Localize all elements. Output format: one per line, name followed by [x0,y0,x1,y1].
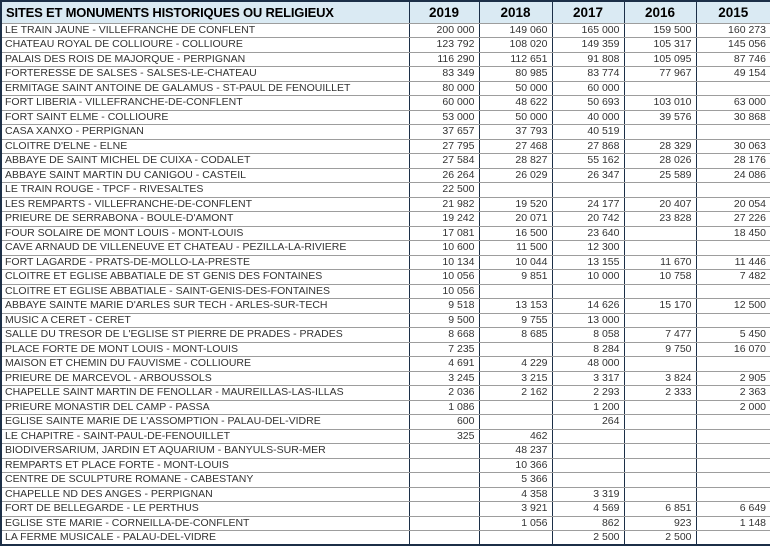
value-cell[interactable]: 21 982 [409,197,479,212]
site-name-cell[interactable]: MAISON ET CHEMIN DU FAUVISME - COLLIOURE [1,357,409,372]
value-cell[interactable]: 1 200 [552,400,624,415]
value-cell[interactable]: 3 921 [479,502,552,517]
value-cell[interactable]: 3 319 [552,487,624,502]
value-cell[interactable]: 48 622 [479,96,552,111]
site-name-cell[interactable]: ABBAYE DE SAINT MICHEL DE CUIXA - CODALET [1,154,409,169]
value-cell[interactable]: 2 500 [552,531,624,546]
value-cell[interactable]: 264 [552,415,624,430]
value-cell[interactable]: 39 576 [624,110,696,125]
value-cell[interactable]: 60 000 [409,96,479,111]
value-cell[interactable]: 4 229 [479,357,552,372]
value-cell[interactable] [409,473,479,488]
value-cell[interactable]: 2 363 [696,386,770,401]
value-cell[interactable]: 11 670 [624,255,696,270]
table-row [1,429,770,444]
site-name-cell[interactable]: FORT SAINT ELME - COLLIOURE [1,110,409,125]
value-cell[interactable]: 28 176 [696,154,770,169]
year-header-2015[interactable]: 2015 [696,1,770,23]
value-cell[interactable]: 149 359 [552,38,624,53]
value-cell[interactable]: 2 293 [552,386,624,401]
year-header-2017[interactable]: 2017 [552,1,624,23]
value-cell[interactable]: 22 500 [409,183,479,198]
value-cell[interactable] [624,458,696,473]
value-cell[interactable]: 3 317 [552,371,624,386]
value-cell[interactable]: 50 693 [552,96,624,111]
table-row [1,67,770,82]
site-name-cell[interactable]: CASA XANXO - PERPIGNAN [1,125,409,140]
value-cell[interactable]: 50 000 [479,81,552,96]
value-cell[interactable]: 2 333 [624,386,696,401]
site-name-cell[interactable]: BIODIVERSARIUM, JARDIN ET AQUARIUM - BANYULS-SUR-MER [1,444,409,459]
table-row [1,110,770,125]
value-cell[interactable] [479,415,552,430]
value-cell[interactable]: 15 170 [624,299,696,314]
value-cell[interactable]: 14 626 [552,299,624,314]
value-cell[interactable]: 862 [552,516,624,531]
value-cell[interactable] [479,400,552,415]
value-cell[interactable]: 12 300 [552,241,624,256]
value-cell[interactable]: 53 000 [409,110,479,125]
value-cell[interactable]: 83 774 [552,67,624,82]
value-cell[interactable] [552,183,624,198]
value-cell[interactable]: 10 000 [552,270,624,285]
value-cell[interactable]: 3 824 [624,371,696,386]
value-cell[interactable] [624,81,696,96]
table-row [1,270,770,285]
value-cell[interactable]: 10 056 [409,284,479,299]
value-cell[interactable]: 923 [624,516,696,531]
value-cell[interactable]: 27 468 [479,139,552,154]
site-name-cell[interactable]: PRIEURE MONASTIR DEL CAMP - PASSA [1,400,409,415]
value-cell[interactable] [696,183,770,198]
site-name-cell[interactable]: FORT DE BELLEGARDE - LE PERTHUS [1,502,409,517]
value-cell[interactable]: 30 063 [696,139,770,154]
value-cell[interactable]: 40 519 [552,125,624,140]
value-cell[interactable]: 8 284 [552,342,624,357]
value-cell[interactable]: 49 154 [696,67,770,82]
value-cell[interactable]: 123 792 [409,38,479,53]
value-cell[interactable]: 40 000 [552,110,624,125]
header-row [1,1,770,23]
value-cell[interactable]: 55 162 [552,154,624,169]
value-cell[interactable]: 160 273 [696,23,770,38]
value-cell[interactable]: 23 640 [552,226,624,241]
value-cell[interactable]: 13 153 [479,299,552,314]
site-name-cell[interactable]: PLACE FORTE DE MONT LOUIS - MONT-LOUIS [1,342,409,357]
site-name-cell[interactable]: CHAPELLE ND DES ANGES - PERPIGNAN [1,487,409,502]
value-cell[interactable]: 2 500 [624,531,696,546]
table-row [1,516,770,531]
value-cell[interactable]: 9 518 [409,299,479,314]
table-row [1,400,770,415]
value-cell[interactable]: 4 358 [479,487,552,502]
value-cell[interactable] [696,458,770,473]
value-cell[interactable]: 9 750 [624,342,696,357]
value-cell[interactable] [552,284,624,299]
table-row [1,458,770,473]
value-cell[interactable] [479,284,552,299]
value-cell[interactable]: 8 668 [409,328,479,343]
site-name-cell[interactable]: ABBAYE SAINT MARTIN DU CANIGOU - CASTEIL [1,168,409,183]
value-cell[interactable]: 6 649 [696,502,770,517]
site-name-cell[interactable]: FORT LIBERIA - VILLEFRANCHE-DE-CONFLENT [1,96,409,111]
site-name-cell[interactable]: LES REMPARTS - VILLEFRANCHE-DE-CONFLENT [1,197,409,212]
site-name-cell[interactable]: FOUR SOLAIRE DE MONT LOUIS - MONT-LOUIS [1,226,409,241]
value-cell[interactable] [409,458,479,473]
value-cell[interactable]: 103 010 [624,96,696,111]
value-cell[interactable] [696,241,770,256]
value-cell[interactable]: 11 500 [479,241,552,256]
site-name-cell[interactable]: LE TRAIN ROUGE - TPCF - RIVESALTES [1,183,409,198]
value-cell[interactable] [552,473,624,488]
value-cell[interactable]: 28 827 [479,154,552,169]
value-cell[interactable] [696,487,770,502]
value-cell[interactable]: 7 477 [624,328,696,343]
value-cell[interactable] [624,125,696,140]
value-cell[interactable]: 159 500 [624,23,696,38]
value-cell[interactable] [624,284,696,299]
table-title: SITES ET MONUMENTS HISTORIQUES OU RELIGIEUX [1,1,409,23]
table-row [1,284,770,299]
value-cell[interactable] [479,342,552,357]
value-cell[interactable]: 13 000 [552,313,624,328]
table-row [1,415,770,430]
value-cell[interactable]: 9 500 [409,313,479,328]
table-row [1,487,770,502]
value-cell[interactable]: 23 828 [624,212,696,227]
value-cell[interactable] [624,415,696,430]
site-name-cell[interactable]: CENTRE DE SCULPTURE ROMANE - CABESTANY [1,473,409,488]
value-cell[interactable] [696,415,770,430]
table-row [1,125,770,140]
table-row [1,168,770,183]
value-cell[interactable]: 4 691 [409,357,479,372]
value-cell[interactable] [409,516,479,531]
site-name-cell[interactable]: MUSIC A CERET - CERET [1,313,409,328]
value-cell[interactable] [479,531,552,546]
value-cell[interactable] [409,487,479,502]
value-cell[interactable]: 24 177 [552,197,624,212]
table-row [1,241,770,256]
value-cell[interactable]: 7 235 [409,342,479,357]
site-name-cell[interactable]: CLOITRE D'ELNE - ELNE [1,139,409,154]
table-row [1,183,770,198]
site-name-cell[interactable]: ERMITAGE SAINT ANTOINE DE GALAMUS - ST-PAUL DE FENOUILLET [1,81,409,96]
value-cell[interactable]: 48 237 [479,444,552,459]
value-cell[interactable] [696,357,770,372]
value-cell[interactable] [696,81,770,96]
value-cell[interactable]: 10 758 [624,270,696,285]
value-cell[interactable] [479,183,552,198]
value-cell[interactable]: 28 329 [624,139,696,154]
value-cell[interactable]: 80 000 [409,81,479,96]
value-cell[interactable]: 83 349 [409,67,479,82]
site-name-cell[interactable]: CLOITRE ET EGLISE ABBATIALE DE ST GENIS DES FONTAINES [1,270,409,285]
value-cell[interactable]: 2 036 [409,386,479,401]
value-cell[interactable]: 8 685 [479,328,552,343]
value-cell[interactable]: 3 245 [409,371,479,386]
value-cell[interactable] [624,183,696,198]
value-cell[interactable] [624,400,696,415]
value-cell[interactable]: 145 056 [696,38,770,53]
value-cell[interactable]: 3 215 [479,371,552,386]
value-cell[interactable]: 325 [409,429,479,444]
value-cell[interactable]: 80 985 [479,67,552,82]
value-cell[interactable]: 1 148 [696,516,770,531]
site-name-cell[interactable]: LE TRAIN JAUNE - VILLEFRANCHE DE CONFLENT [1,23,409,38]
value-cell[interactable] [696,531,770,546]
table-row [1,342,770,357]
value-cell[interactable] [552,429,624,444]
value-cell[interactable]: 105 317 [624,38,696,53]
table-row [1,473,770,488]
value-cell[interactable]: 8 058 [552,328,624,343]
value-cell[interactable]: 27 226 [696,212,770,227]
table-row [1,386,770,401]
value-cell[interactable] [624,429,696,444]
site-name-cell[interactable]: CHATEAU ROYAL DE COLLIOURE - COLLIOURE [1,38,409,53]
value-cell[interactable]: 26 264 [409,168,479,183]
value-cell[interactable]: 112 651 [479,52,552,67]
value-cell[interactable] [624,226,696,241]
table-row [1,313,770,328]
value-cell[interactable] [552,458,624,473]
year-header-2016[interactable]: 2016 [624,1,696,23]
value-cell[interactable]: 165 000 [552,23,624,38]
value-cell[interactable] [409,444,479,459]
value-cell[interactable]: 50 000 [479,110,552,125]
value-cell[interactable]: 60 000 [552,81,624,96]
value-cell[interactable]: 116 290 [409,52,479,67]
value-cell[interactable]: 10 044 [479,255,552,270]
site-name-cell[interactable]: CLOITRE ET EGLISE ABBATIALE - SAINT-GENIS-DES-FONTAINES [1,284,409,299]
value-cell[interactable]: 1 056 [479,516,552,531]
value-cell[interactable] [696,473,770,488]
table-row [1,154,770,169]
value-cell[interactable]: 2 162 [479,386,552,401]
table-row [1,226,770,241]
table-row [1,502,770,517]
table-row [1,23,770,38]
site-name-cell[interactable]: FORTERESSE DE SALSES - SALSES-LE-CHATEAU [1,67,409,82]
table-row [1,139,770,154]
site-name-cell[interactable]: CHAPELLE SAINT MARTIN DE FENOLLAR - MAUREILLAS-LAS-ILLAS [1,386,409,401]
value-cell[interactable] [624,313,696,328]
value-cell[interactable]: 16 500 [479,226,552,241]
site-name-cell[interactable]: PRIEURE DE MARCEVOL - ARBOUSSOLS [1,371,409,386]
site-name-cell[interactable]: FORT LAGARDE - PRATS-DE-MOLLO-LA-PRESTE [1,255,409,270]
table-row [1,38,770,53]
value-cell[interactable]: 149 060 [479,23,552,38]
value-cell[interactable]: 19 520 [479,197,552,212]
year-header-2019[interactable]: 2019 [409,1,479,23]
value-cell[interactable]: 10 366 [479,458,552,473]
value-cell[interactable]: 18 450 [696,226,770,241]
table-row [1,212,770,227]
value-cell[interactable]: 63 000 [696,96,770,111]
value-cell[interactable]: 10 134 [409,255,479,270]
value-cell[interactable]: 48 000 [552,357,624,372]
value-cell[interactable]: 37 657 [409,125,479,140]
value-cell[interactable] [624,473,696,488]
site-name-cell[interactable]: ABBAYE SAINTE MARIE D'ARLES SUR TECH - ARLES-SUR-TECH [1,299,409,314]
value-cell[interactable]: 25 589 [624,168,696,183]
value-cell[interactable]: 20 054 [696,197,770,212]
value-cell[interactable]: 6 851 [624,502,696,517]
value-cell[interactable]: 10 056 [409,270,479,285]
value-cell[interactable]: 26 029 [479,168,552,183]
table-row [1,197,770,212]
value-cell[interactable]: 77 967 [624,67,696,82]
value-cell[interactable] [696,125,770,140]
value-cell[interactable]: 9 851 [479,270,552,285]
value-cell[interactable]: 26 347 [552,168,624,183]
value-cell[interactable]: 17 081 [409,226,479,241]
value-cell[interactable]: 20 071 [479,212,552,227]
value-cell[interactable] [696,444,770,459]
table-row [1,52,770,67]
value-cell[interactable]: 87 746 [696,52,770,67]
table-body [1,23,770,545]
value-cell[interactable]: 20 407 [624,197,696,212]
table-row [1,531,770,546]
table-row [1,328,770,343]
value-cell[interactable] [696,284,770,299]
value-cell[interactable] [696,429,770,444]
table-row [1,255,770,270]
value-cell[interactable]: 20 742 [552,212,624,227]
value-cell[interactable] [624,357,696,372]
site-name-cell[interactable]: SALLE DU TRESOR DE L'EGLISE ST PIERRE DE PRADES - PRADES [1,328,409,343]
value-cell[interactable]: 108 020 [479,38,552,53]
site-name-cell[interactable]: PALAIS DES ROIS DE MAJORQUE - PERPIGNAN [1,52,409,67]
value-cell[interactable]: 7 482 [696,270,770,285]
site-name-cell[interactable]: EGLISE SAINTE MARIE DE L'ASSOMPTION - PALAU-DEL-VIDRE [1,415,409,430]
value-cell[interactable]: 5 366 [479,473,552,488]
value-cell[interactable]: 19 242 [409,212,479,227]
table-row [1,371,770,386]
value-cell[interactable]: 37 793 [479,125,552,140]
value-cell[interactable]: 600 [409,415,479,430]
table-row [1,299,770,314]
value-cell[interactable] [624,487,696,502]
value-cell[interactable]: 91 808 [552,52,624,67]
site-name-cell[interactable]: LA FERME MUSICALE - PALAU-DEL-VIDRE [1,531,409,546]
value-cell[interactable] [409,531,479,546]
value-cell[interactable]: 2 000 [696,400,770,415]
value-cell[interactable]: 105 095 [624,52,696,67]
value-cell[interactable]: 9 755 [479,313,552,328]
value-cell[interactable] [624,241,696,256]
value-cell[interactable]: 11 446 [696,255,770,270]
table-row [1,81,770,96]
value-cell[interactable]: 2 905 [696,371,770,386]
value-cell[interactable]: 13 155 [552,255,624,270]
year-header-2018[interactable]: 2018 [479,1,552,23]
value-cell[interactable]: 16 070 [696,342,770,357]
table-row [1,96,770,111]
value-cell[interactable] [696,313,770,328]
value-cell[interactable]: 10 600 [409,241,479,256]
value-cell[interactable]: 28 026 [624,154,696,169]
value-cell[interactable]: 5 450 [696,328,770,343]
value-cell[interactable]: 24 086 [696,168,770,183]
value-cell[interactable]: 27 868 [552,139,624,154]
site-name-cell[interactable]: REMPARTS ET PLACE FORTE - MONT-LOUIS [1,458,409,473]
value-cell[interactable]: 27 584 [409,154,479,169]
value-cell[interactable]: 200 000 [409,23,479,38]
value-cell[interactable] [624,444,696,459]
value-cell[interactable]: 1 086 [409,400,479,415]
site-name-cell[interactable]: EGLISE STE MARIE - CORNEILLA-DE-CONFLENT [1,516,409,531]
value-cell[interactable]: 4 569 [552,502,624,517]
table-row [1,357,770,372]
site-name-cell[interactable]: CAVE ARNAUD DE VILLENEUVE ET CHATEAU - PEZILLA-LA-RIVIERE [1,241,409,256]
value-cell[interactable] [409,502,479,517]
value-cell[interactable]: 27 795 [409,139,479,154]
value-cell[interactable]: 12 500 [696,299,770,314]
table-row [1,444,770,459]
value-cell[interactable]: 30 868 [696,110,770,125]
site-name-cell[interactable]: PRIEURE DE SERRABONA - BOULE-D'AMONT [1,212,409,227]
site-name-cell[interactable]: LE CHAPITRE - SAINT-PAUL-DE-FENOUILLET [1,429,409,444]
value-cell[interactable] [552,444,624,459]
value-cell[interactable]: 462 [479,429,552,444]
